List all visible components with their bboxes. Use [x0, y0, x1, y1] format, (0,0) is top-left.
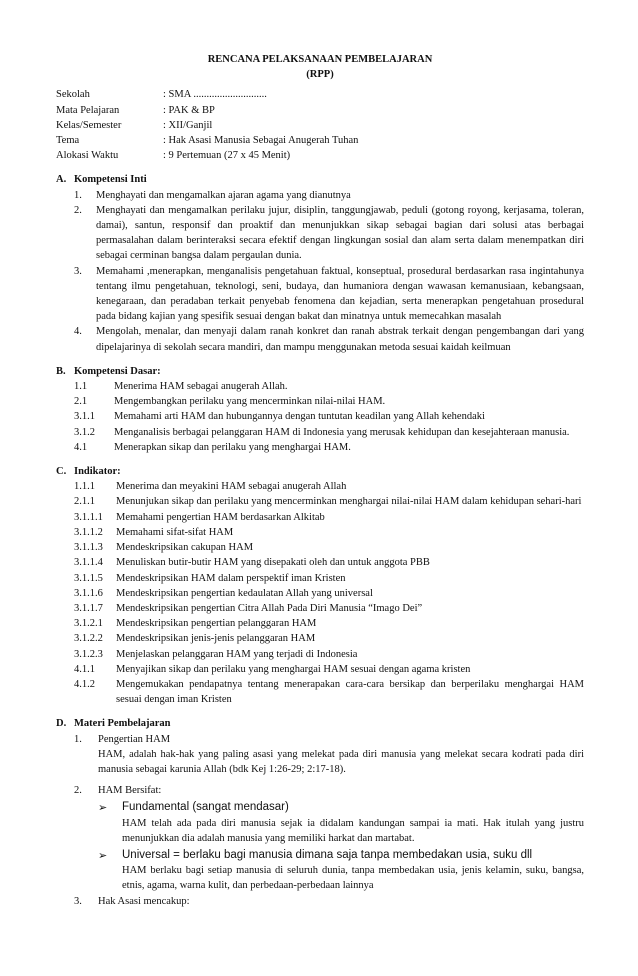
- section-title: Kompetensi Inti: [74, 174, 147, 186]
- item-number: 4.1.2: [74, 678, 95, 690]
- list-item: [56, 647, 584, 662]
- item-text: Mendeskripsikan pengertian Citra Allah Pada Diri Manusia “Imago Dei”: [116, 602, 423, 614]
- section-heading: [56, 364, 584, 379]
- list-item: [56, 188, 584, 203]
- item-number: 3.1.2.2: [74, 633, 103, 645]
- identity-label: Kelas/Semester: [56, 119, 122, 131]
- section-materi-pembelajaran: [56, 716, 584, 908]
- identity-row: [56, 118, 584, 133]
- item-text: Menghayati dan mengamalkan ajaran agama yang dianutnya: [96, 189, 351, 201]
- item-number: 4.: [74, 326, 82, 338]
- list-item: [56, 510, 584, 525]
- item-text: Menerima HAM sebagai anugerah Allah.: [114, 381, 288, 393]
- item-number: 2.: [74, 785, 82, 797]
- list-item: [56, 425, 584, 440]
- list-item: [56, 525, 584, 540]
- item-number: 3.: [74, 265, 82, 277]
- item-text: Memahami pengertian HAM berdasarkan Alkitab: [116, 511, 325, 523]
- item-text: Menuliskan butir-butir HAM yang disepakati oleh dan untuk anggota PBB: [116, 557, 430, 569]
- list-item: [56, 394, 584, 409]
- list-item: [56, 732, 584, 747]
- item-title: Pengertian HAM: [98, 733, 171, 745]
- list-item: [56, 494, 584, 509]
- item-number: 1.: [74, 733, 82, 745]
- item-text: Mendeskripsikan jenis-jenis pelanggaran HAM: [116, 633, 316, 645]
- list-item: [56, 677, 584, 707]
- section-letter: D.: [56, 718, 67, 730]
- list-item: [56, 409, 584, 424]
- item-number: 1.: [74, 189, 82, 201]
- identity-value: : SMA ............................: [163, 89, 267, 101]
- item-text: Menghayati dan mengamalkan perilaku jujur, disiplin, tanggungjawab, peduli (gotong royong, kerjasama, toleran, damai), santun, responsif dan proaktif dan menunjukkan sikap sebagai bagian dari solusi atas berbagai permasalahan dalam berinteraksi secara efektif dengan lingkungan sosial dan alam serta dalam menempatkan diri sebagai cerminan bangsa dalam pergaulan dunia.: [96, 204, 584, 262]
- item-paragraph: HAM, adalah hak-hak yang paling asasi yang melekat pada diri manusia yang melekat secara kodrati pada diri manusia sebagai karunia Allah (bdk Kej 1:26-29; 2:17-18).: [98, 748, 584, 775]
- section-heading: [56, 172, 584, 187]
- item-text: Mendeskripsikan HAM dalam perspektif iman Kristen: [116, 572, 346, 584]
- bullet-paragraph: HAM telah ada pada diri manusia sejak ia didalam kandungan sampai ia mati. Hak itulah yang justru menunjukkan dia adalah manusia yang memiliki harkat dan martabat.: [122, 817, 584, 844]
- section-kompetensi-dasar: [56, 364, 584, 455]
- arrow-bullet-icon: ➢: [98, 801, 108, 815]
- document-page: [56, 52, 584, 909]
- section-kompetensi-inti: [56, 172, 584, 354]
- identity-row: [56, 133, 584, 148]
- item-text: Mendeskripsikan pengertian kedaulatan Allah yang universal: [116, 587, 373, 599]
- item-number: 2.: [74, 204, 82, 216]
- identity-row: [56, 148, 584, 163]
- item-text: Menerima dan meyakini HAM sebagai anugerah Allah: [116, 481, 347, 493]
- item-number: 2.1.1: [74, 496, 95, 508]
- item-text: Menunjukan sikap dan perilaku yang mencerminkan menghargai nilai-nilai HAM dalam kehidupan sehari-hari: [116, 496, 582, 508]
- item-number: 3.1.1.6: [74, 587, 103, 599]
- list-item: [56, 440, 584, 455]
- item-text: Mengembangkan perilaku yang mencerminkan nilai-nilai HAM.: [114, 396, 386, 408]
- list-item: [56, 203, 584, 264]
- item-number: 4.1: [74, 441, 88, 453]
- identity-row: [56, 103, 584, 118]
- bullet-title: Fundamental (sangat mendasar): [122, 801, 289, 814]
- identity-value: : 9 Pertemuan (27 x 45 Menit): [163, 150, 291, 162]
- item-text: Mengolah, menalar, dan menyaji dalam ranah konkret dan ranah abstrak terkait dengan pengembangan dari yang dipelajarinya di sekolah secara mandiri, dan mampu menggunakan metoda sesuai kaidah keilmuan: [96, 326, 584, 353]
- list-item: [56, 479, 584, 494]
- item-number: 3.1.2.1: [74, 618, 103, 630]
- list-item: [56, 662, 584, 677]
- arrow-bullet-icon: ➢: [98, 848, 108, 862]
- list-item: [56, 571, 584, 586]
- identity-label: Mata Pelajaran: [56, 104, 120, 116]
- item-number: 3.1.2.3: [74, 648, 103, 660]
- list-item: [56, 894, 584, 909]
- identity-value: : XII/Ganjil: [163, 119, 213, 131]
- identity-label: Tema: [56, 135, 80, 147]
- section-heading: [56, 716, 584, 731]
- item-text: Mengemukakan pendapatnya tentang menerapakan cara-cara bersikap dan berperilaku menghargai HAM sesuai dengan iman Kristen: [116, 678, 584, 706]
- list-item: [56, 586, 584, 601]
- list-item: [56, 616, 584, 631]
- item-text: Menjelaskan pelanggaran HAM yang terjadi di Indonesia: [116, 648, 358, 660]
- bullet-item: [56, 848, 584, 863]
- item-number: 3.: [74, 895, 82, 907]
- identity-value: : Hak Asasi Manusia Sebagai Anugerah Tuhan: [163, 135, 359, 147]
- list-item: [56, 264, 584, 325]
- item-number: 2.1: [74, 396, 88, 408]
- item-number: 4.1.1: [74, 663, 95, 675]
- item-text: Mendeskripsikan cakupan HAM: [116, 542, 254, 554]
- item-number: 3.1.1.2: [74, 526, 103, 538]
- list-item: [56, 631, 584, 646]
- item-title: HAM Bersifat:: [98, 785, 162, 797]
- item-number: 1.1.1: [74, 481, 95, 493]
- section-letter: A.: [56, 174, 67, 186]
- item-text: Memahami sifat-sifat HAM: [116, 526, 234, 538]
- item-text: Memahami arti HAM dan hubungannya dengan tuntutan keadilan yang Allah kehendaki: [114, 411, 485, 423]
- item-text: Memahami ,menerapkan, menganalisis pengetahuan faktual, konseptual, prosedural berdasarkan rasa ingintahunya tentang ilmu pengetahuan, teknologi, seni, budaya, dan humaniora dengan wawasan kemanusiaan, kebangsaan, kenegaraan, dan peradaban terkait penyebab fenomena dan kejadian, serta menerapkan pengetahuan prosedural pada bidang kajian yang spesifik sesuai dengan bakat dan minatnya untuk memecahkan masalah: [96, 265, 584, 323]
- item-text: Mendeskripsikan pengertian pelanggaran HAM: [116, 618, 317, 630]
- item-text: Menganalisis berbagai pelanggaran HAM di Indonesia yang merusak kehidupan dan kesejahteraan manusia.: [114, 426, 570, 438]
- section-title: Indikator:: [74, 466, 121, 478]
- item-text: Menyajikan sikap dan perilaku yang menghargai HAM sesuai dengan agama kristen: [116, 663, 471, 675]
- identity-row: [56, 87, 584, 102]
- item-number: 3.1.1.5: [74, 572, 103, 584]
- item-number: 3.1.1: [74, 411, 95, 423]
- section-title: Materi Pembelajaran: [74, 718, 171, 730]
- bullet-paragraph: HAM berlaku bagi setiap manusia di seluruh dunia, tanpa membedakan usia, jenis kelamin, suku, bangsa, etnis, agama, warna kulit, dan perbedaan-perbedaan lainnya: [122, 865, 584, 892]
- section-title: Kompetensi Dasar:: [74, 365, 161, 377]
- identity-label: Sekolah: [56, 89, 90, 101]
- item-number: 3.1.1.1: [74, 511, 103, 523]
- list-item: [56, 783, 584, 798]
- item-text: Menerapkan sikap dan perilaku yang menghargai HAM.: [114, 441, 351, 453]
- bullet-item: [56, 800, 584, 815]
- item-number: 3.1.1.3: [74, 542, 103, 554]
- document-subtitle: (RPP): [306, 69, 334, 81]
- document-title: RENCANA PELAKSANAAN PEMBELAJARAN: [207, 54, 433, 65]
- bullet-title: Universal = berlaku bagi manusia dimana saja tanpa membedakan usia, suku dll: [122, 848, 533, 861]
- section-letter: C.: [56, 466, 67, 478]
- list-item: [56, 324, 584, 354]
- section-indikator: [56, 464, 584, 707]
- identity-label: Alokasi Waktu: [56, 150, 119, 162]
- section-heading: [56, 464, 584, 479]
- item-number: 3.1.2: [74, 426, 95, 438]
- identity-block: [56, 87, 584, 163]
- identity-value: : PAK & BP: [163, 104, 215, 116]
- item-title: Hak Asasi mencakup:: [98, 895, 190, 907]
- list-item: [56, 540, 584, 555]
- list-item: [56, 379, 584, 394]
- item-number: 1.1: [74, 381, 88, 393]
- item-number: 3.1.1.4: [74, 557, 103, 569]
- item-number: 3.1.1.7: [74, 602, 103, 614]
- list-item: [56, 601, 584, 616]
- section-letter: B.: [56, 365, 66, 377]
- list-item: [56, 555, 584, 570]
